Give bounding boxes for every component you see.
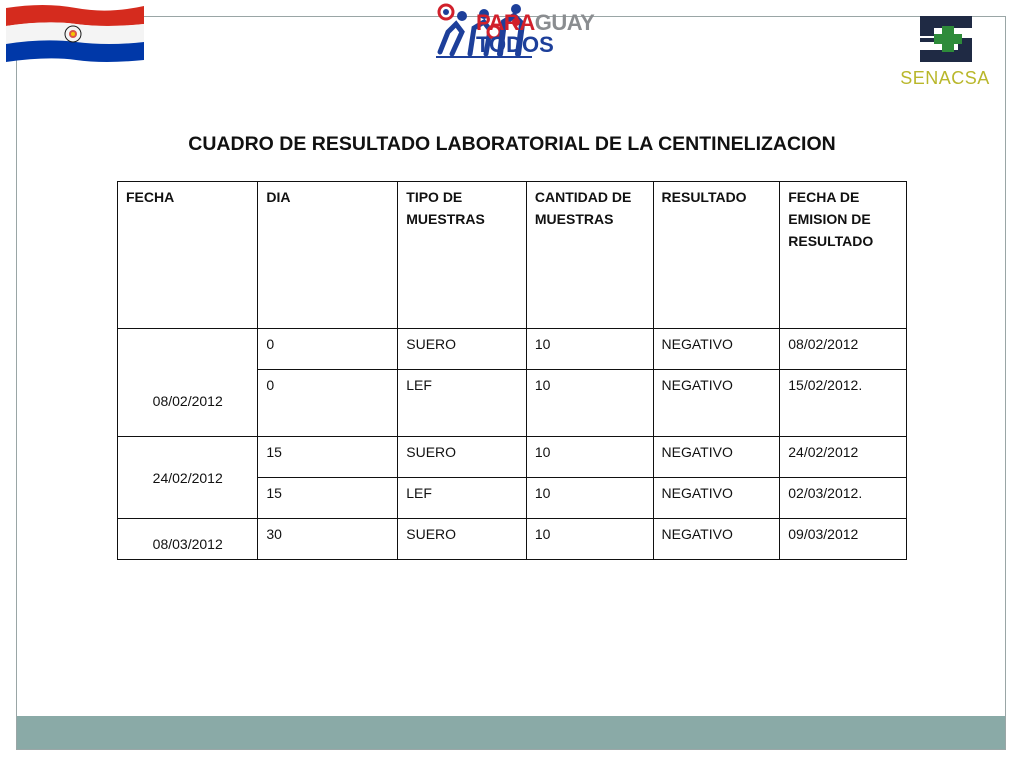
emision-cell: 24/02/2012 (780, 437, 907, 478)
logo-word-guay: GUAY (534, 10, 595, 35)
page-title: CUADRO DE RESULTADO LABORATORIAL DE LA CENTINELIZACION (188, 133, 836, 155)
resultado-cell: NEGATIVO (653, 437, 780, 478)
cantidad-cell: 10 (526, 519, 653, 560)
header-dia: DIA (258, 182, 398, 329)
resultado-cell: NEGATIVO (653, 370, 780, 437)
header-fecha: FECHA (118, 182, 258, 329)
senacsa-logo-text: SENACSA (900, 68, 990, 88)
dia-cell: 0 (258, 329, 398, 370)
table-row (118, 437, 907, 478)
logo-word-todos: TODOS (476, 32, 554, 57)
results-table (117, 181, 907, 560)
emision-cell: 02/03/2012. (780, 478, 907, 519)
table-header-row (118, 182, 907, 329)
dia-cell: 0 (258, 370, 398, 437)
fecha-cell: 08/03/2012 (118, 519, 258, 560)
tipo-cell: SUERO (398, 437, 527, 478)
emision-cell: 08/02/2012 (780, 329, 907, 370)
header-fecha-emision: FECHA DE EMISION DE RESULTADO (780, 182, 907, 329)
header-tipo-muestras: TIPO DE MUESTRAS (398, 182, 527, 329)
dia-cell: 15 (258, 437, 398, 478)
cantidad-cell: 10 (526, 437, 653, 478)
tipo-cell: LEF (398, 370, 527, 437)
tipo-cell: SUERO (398, 519, 527, 560)
paraguay-flag-icon (4, 2, 146, 62)
table-row (118, 519, 907, 560)
emision-cell: 15/02/2012. (780, 370, 907, 437)
logo-word-para: PARA (476, 10, 535, 35)
footer-bar (17, 716, 1005, 749)
table-row (118, 329, 907, 370)
dia-cell: 30 (258, 519, 398, 560)
header-resultado: RESULTADO (653, 182, 780, 329)
resultado-cell: NEGATIVO (653, 478, 780, 519)
fecha-cell: 08/02/2012 (118, 329, 258, 437)
tipo-cell: LEF (398, 478, 527, 519)
senacsa-logo-icon (912, 12, 982, 68)
cantidad-cell: 10 (526, 478, 653, 519)
tipo-cell: SUERO (398, 329, 527, 370)
dia-cell: 15 (258, 478, 398, 519)
fecha-cell: 24/02/2012 (118, 437, 258, 519)
cantidad-cell: 10 (526, 329, 653, 370)
header-cantidad-muestras: CANTIDAD DE MUESTRAS (526, 182, 653, 329)
paraguay-todos-logo-text (476, 12, 594, 56)
emision-cell: 09/03/2012 (780, 519, 907, 560)
resultado-cell: NEGATIVO (653, 329, 780, 370)
cantidad-cell: 10 (526, 370, 653, 437)
resultado-cell: NEGATIVO (653, 519, 780, 560)
